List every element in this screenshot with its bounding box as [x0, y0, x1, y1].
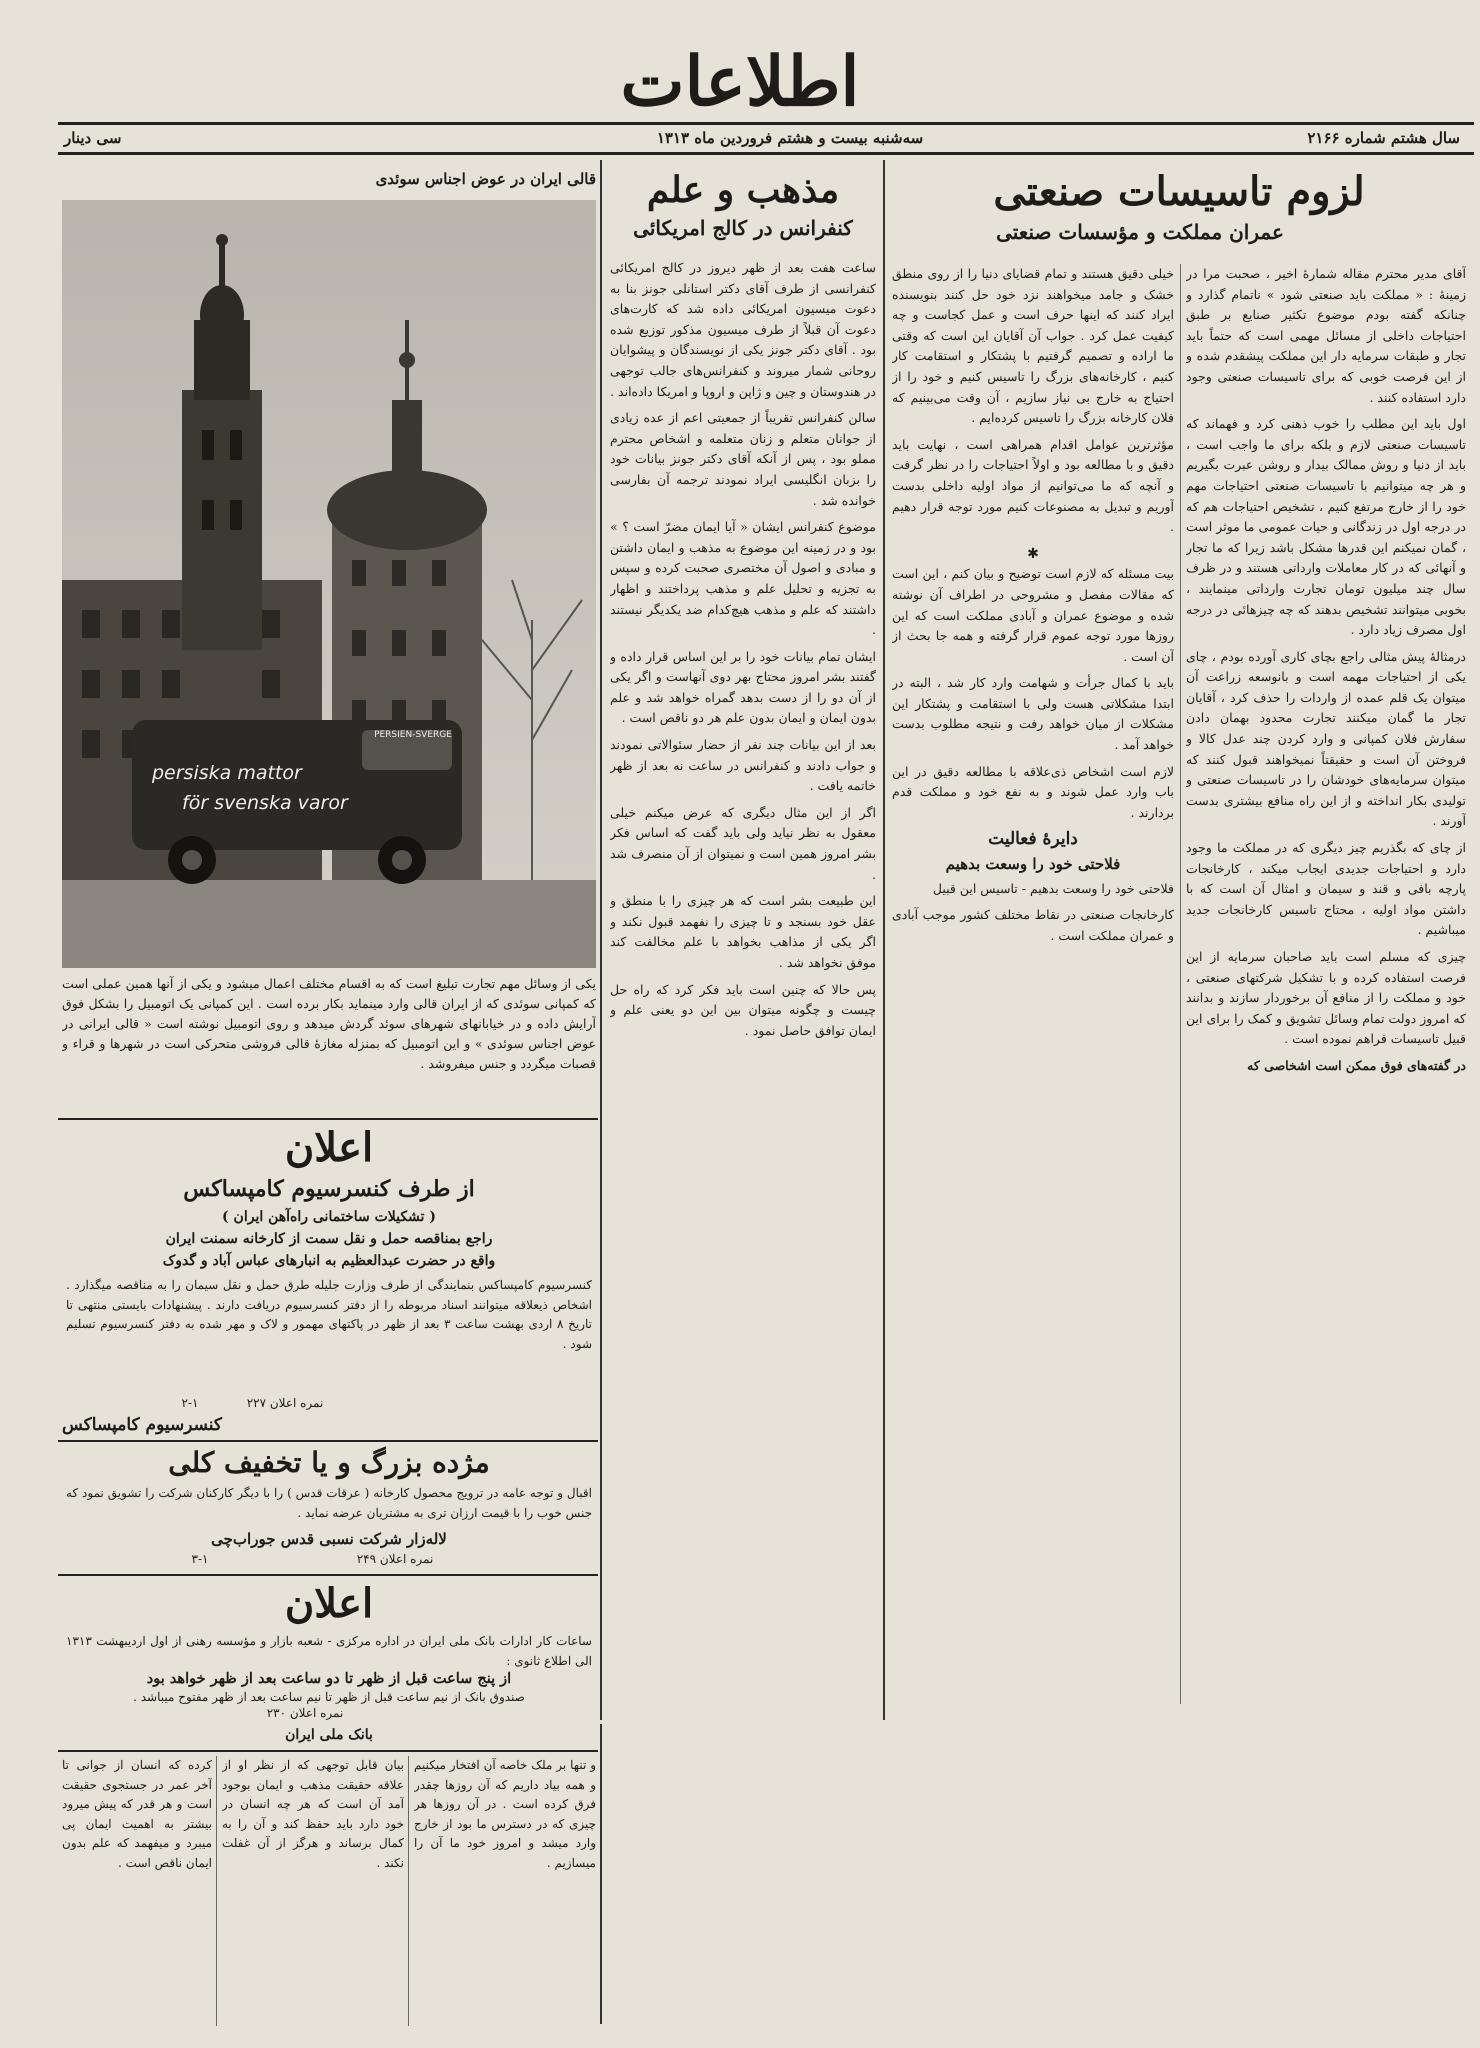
religion-article — [610, 258, 876, 1708]
religion-paragraph: اگر از این مثال دیگری که عرض میکنم خیلی معقول به نظر نیاید ولی باید گفت که اساس فکر بشر امروز همین است و نمیتوان از آن منصرف شد . — [610, 804, 876, 882]
photo-illustration — [62, 200, 596, 968]
industry-paragraph: باید با کمال جرأت و شهامت وارد کار شد ، البته در ابتدا مشکلاتی هست ولی با استقامت و پشتکار این مشکلات از میان خواهد رفت و نتیجه مطلوب بدست خواهد آمد . — [892, 675, 1174, 753]
van-text-top: PERSIEN-SVERGE — [374, 730, 452, 740]
industry-paragraph: مؤثرترین عوامل اقدام همراهی است ، نهایت باید دقیق و با مطالعه بود و اولاً احتیاجات را در نظر گرفت و آنچه که ما می‌توانیم از مواد اولیه داخلی بدست آوریم و تبدیل به مصنوعات کنیم مورد توجه قرار دهیم . — [892, 436, 1174, 535]
photo-caption: یکی از وسائل مهم تجارت تبلیغ است که به اقسام مختلف اعمال میشود و یکی از آنها همین عملی است که کمپانی سوئدی که از ایران قالی وارد مینماید بکار برده است . این کمپانی یک اتومبیل را بشکل فوق آرایش داده و در خیابانهای شهرهای سوئد گردش میدهد و روی اتومبیل نوشته است « قالی ایرانی در عوض اجناس سوئدی » و این اتومبیل که بمنزله مغازهٔ قالی فروشی متحرکی است در شهرها و قراء و قصبات میگردد و جنس میفروشد . — [62, 976, 596, 1071]
bottom-strip-col2: بیان قابل توجهی که از نظر او از علاقه حقیقت مذهب و ایمان بوجود آمد آن است که هر چه انسان در خود دارد باید حفظ کند و آن را به کمال برساند و هرگز از آن غفلت نکند . — [222, 1758, 404, 1870]
subhead-conference: کنفرانس در کالج امریکائی — [633, 216, 853, 240]
bottom-strip-col3: کرده که انسان از جوانی تا آخر عمر در جستجوی حقیقت است و هر قدر که پیش میرود بیشتر به اهمیت ایمان پی میبرد و میفهمد که علم بدون ایمان ناقص است . — [62, 1758, 212, 1870]
industry-paragraph: فلاحتی خود را وسعت بدهیم - تاسیس این قبیل — [932, 880, 1174, 896]
ad2-highlight: لاله‌زار شرکت نسبی قدس جوراب‌چی — [211, 1530, 447, 1548]
industry-paragraph: درمثالهٔ پیش مثالی راجع بچای کاری آورده بودم ، چای یکی از احتیاجات مهمه است و بانوسعه زراعت آن میتوان یک قلم عمده از واردات را حذف کرد ، آقایان تجار ما گمان میکنند تجارت محدود بهمان دادن سفارش فلان کمپانی و وارد کردن چند عدل کالا و فروختن آن است و حقیقتاً نمیخواهند قبول کنند که میتوان سرمایه‌های خودشان را در تاسیسات صنعتی و تولیدی بکار انداخته و از این راه منافع بیشتری بدست آورند . — [1186, 648, 1466, 829]
ad1-line: ( تشکیلات ساختمانی راه‌آهن ایران ) — [222, 1209, 436, 1225]
religion-paragraph: ایشان تمام بیانات خود را بر این اساس قرار داده و گفتند بشر امروز محتاج بهر دوی آنهاست و اگر یکی از آن دو را از دست بدهد گمراه خواهد شد و علم بدون ایمان و ایمان بدون علم هر دو ناقص است . — [610, 648, 876, 726]
ad3-title: اعلان — [284, 1580, 374, 1627]
ad1-line: واقع در حضرت عبدالعظیم به انبارهای عباس آباد و گدوک — [162, 1253, 496, 1269]
column-rule-3 — [600, 1724, 602, 2024]
headline-industry: لزوم تاسیسات صنعتی — [993, 168, 1365, 215]
ad3-highlight: از پنج ساعت قبل از ظهر تا دو ساعت بعد از ظهر خواهد بود — [146, 1670, 512, 1687]
ad3-note: صندوق بانک از نیم ساعت قبل از ظهر تا نیم ساعت بعد از ظهر مفتوح میباشد . — [133, 1690, 525, 1704]
ad3-signature: بانک ملی ایران — [285, 1727, 373, 1743]
industry-paragraph: خیلی دقیق هستند و تمام قضایای دنیا را از روی منطق خشک و جامد میخواهند نزد خود حل کنند بنویسنده ایراد کنند که اینها حرف است و عمل کجاست و چه کیفیت عمل کرد . جواب آن آقایان این است که وقتی ما اراده و تصمیم گرفتیم با پشتکار و استقامت کار کنیم ، کارخانه‌های بزرگ را تاسیس کنیم و خود را از احتیاج به خارج بی نیاز سازیم ، آن وقت می‌بینیم که فلان کارخانه بزرگ را تاسیس کرده‌ایم . — [892, 266, 1174, 426]
ad3-body: ساعات کار ادارات بانک ملی ایران در اداره مرکزی - شعبه بازار و مؤسسه رهنی از اول اردیبهشت ۱۳۱۳ الی اطلاع ثانوی : — [66, 1634, 592, 1668]
industry-paragraph: از چای که بگذریم چیز دیگری که در مملکت ما وجود دارد و احتیاجات جدیدی ایجاب میکند ، کارخانجات پارچه بافی و قند و سیمان و امثال آن است که با داشتن مواد اولیه ، محتاج تاسیس کارخانجات جدید میباشیم . — [1186, 840, 1466, 938]
bottom-strip-rule — [58, 1750, 598, 1752]
header-bottom-rule — [58, 152, 1474, 155]
van-text-line2: för svenska varor — [182, 792, 348, 814]
bottom-strip-col1: و تنها بر ملک خاصه آن افتخار میکنیم و همه بیاد داریم که آن روزها چقدر فرق کرده است . در آن روزها هر چیزی که در دسترس ما بود از خارج وارد میشد و امروز خود ما آن را میسازیم . — [414, 1758, 596, 1870]
ad2-number: نمره اعلان ۲۴۹ — [356, 1552, 434, 1566]
ad1-signature: کنسرسیوم کامپساکس — [62, 1415, 222, 1435]
religion-paragraph: پس حالا که چنین است باید فکر کرد که راه حل چیست و چگونه میتوان بین این دو یعنی علم و ایمان توافق حاصل نمود . — [610, 981, 876, 1038]
ad2-body: اقبال و توجه عامه در ترویج محصول کارخانه ( عرقات قدس ) را با دیگر کارکنان شرکت را تشویق نمود که جنس خوب را با قیمت ارزان تری به مشتریان عرضه نماید . — [66, 1486, 592, 1520]
inner-column-rule — [1180, 264, 1181, 1704]
religion-paragraph: موضوع کنفرانس ایشان « آیا ایمان مضرّ است ؟ » بود و در زمینه این موضوع به مذهب و ایمان داشتن و مبادی و اصول آن مختصری صحبت کرده و سپس به تجزیه و تحلیل علم و مذهب پرداختند و اظهار داشتند که علم و مذهب هیچ‌کدام ضد یکدیگر نیستند . — [610, 519, 876, 638]
column-rule-2 — [600, 160, 602, 1720]
van-text-line1: persiska mattor — [152, 762, 302, 784]
religion-paragraph: ساعت هفت بعد از ظهر دیروز در کالج امریکائی کنفرانسی از طرف آقای دکتر استانلی جونز بنا به دعوت میسیون امریکائی داده شد که کارت‌های دعوت آن قبلاً از طرف میسیون مذکور توزیع شده بود . آقای دکتر جونز یکی از نویسندگان و پیشوایان روحانی شمار میروند و کنفرانس‌های جالب توجهی در هندوستان و چین و ژاپن و اروپا و امریکا داده‌اند . — [610, 260, 876, 399]
photo-swedish-van — [62, 200, 596, 968]
industry-article-col1 — [1186, 264, 1466, 1704]
industry-paragraph: اول باید این مطلب را خوب ذهنی کرد و فهماند که تاسیسات صنعتی لازم و بلکه برای ما واجب است ، باید از دنیا و روش ممالک بیدار و روشن عبرت بگیریم و هر چه میتوانیم با تاسیسات صنعتی احتیاجات مهم خود را از خارج مرتفع کنیم ، تشخیص احتیاجات هم که در درجه اول در زندگانی و حیات عمومی ما موثر است ، گمان نمیکنم این قدرها مشکل باشد زیرا که ما تجار و آنهائی که در کار معاملات وارداتی هستند و در ظرف سال چند میلیون تومان تجارت وارداتی مینمایند ، بخوبی میتوانند تشخیص بدهند که چه چیزهائی در درجه اول مصرف زیاد دارد . — [1186, 416, 1466, 638]
header-top-rule — [58, 122, 1474, 125]
ad2-top-rule — [58, 1440, 598, 1442]
issue-price: سی دینار — [64, 129, 122, 147]
ad1-top-rule — [58, 1118, 598, 1120]
emphasis-line-1: دایرهٔ فعالیت — [988, 829, 1078, 850]
subhead-industry: عمران مملکت و مؤسسات صنعتی — [996, 220, 1284, 244]
ad1-dates: ۲-۱ — [181, 1396, 199, 1410]
ad2-dates: ۳-۱ — [191, 1552, 209, 1566]
ad3-top-rule — [58, 1574, 598, 1576]
industry-paragraph: کارخانجات صنعتی در نقاط مختلف کشور موجب آبادی و عمران مملکت است . — [892, 907, 1174, 943]
masthead-title: اطلاعات — [620, 42, 860, 122]
issue-date: سه‌شنبه بیست و هشتم فروردین ماه ۱۳۱۳ — [656, 129, 924, 147]
industry-paragraph: لازم است اشخاص ذی‌علاقه با مطالعه دقیق در این باب وارد عمل شوند و به نفع خود و مملکت قدم بردارند . — [892, 763, 1174, 820]
industry-paragraph: بیت مسئله که لازم است توضیح و بیان کنم ، این است که مقالات مفصل و مشروحی در اطراف آن نوشته شده و موضوع عمران و آبادی مملکت است که این روزها مورد توجه عموم قرار گرفته و همه جا بحث از آن است . — [892, 566, 1174, 664]
column-rule-1 — [883, 160, 885, 1720]
industry-paragraph: چیزی که مسلم است باید صاحبان سرمایه از این فرصت استفاده کرده و با تشکیل شرکتهای صنعتی ، خود و مملکت را از منافع آن برخوردار سازند و بدانند که امروز دولت تمام وسائل تشویق و کمک را برای این قبیل تاسیسات فراهم نموده است . — [1186, 949, 1466, 1047]
ad1-title: اعلان — [284, 1124, 374, 1171]
industry-paragraph: در گفته‌های فوق ممکن است اشخاصی که — [1247, 1057, 1466, 1073]
issue-number: سال هشتم شماره ۲۱۶۶ — [1307, 129, 1460, 147]
ad1-number: نمره اعلان ۲۲۷ — [246, 1396, 324, 1410]
headline-religion-science: مذهب و علم — [646, 169, 840, 211]
emphasis-line-2: فلاحتی خود را وسعت بدهیم — [945, 855, 1121, 874]
bottom-strip-rule-a — [408, 1756, 409, 2026]
religion-paragraph: سالن کنفرانس تقریباً از جمعیتی اعم از عده زیادی از جوانان متعلم و زنان متعلمه و اشخاص محترم مملو بود ، پس از آنکه آقای دکتر جونز بیانات خود را بزبان انگلیسی ایراد نمودند ترجمه آن بفارسی خوانده شد . — [610, 410, 876, 508]
ad2-title: مژده بزرگ و یا تخفیف کلی — [168, 1446, 490, 1479]
industry-paragraph: آقای مدیر محترم مقاله شمارهٔ اخیر ، صحبت مرا در زمینهٔ : « مملکت باید صنعتی شود » ناتمام گذارد و چنانکه گفته بودم موضوع تکثیر صنایع بر طبق احتیاجات داخلی از مسائل مهمی است که حتماً باید تجار و طبقات سرمایه دار این مملکت پیشقدم شده و از این فرصت خوبی که برای تاسیسات صنعتی وجود دارد استفاده کنند . — [1186, 266, 1466, 405]
religion-paragraph: بعد از این بیانات چند نفر از حضار سئوالاتی نمودند و جواب دادند و کنفرانس در ساعت نه بعد از ظهر خاتمه یافت . — [610, 737, 876, 794]
ad1-from: از طرف کنسرسیوم کامپساکس — [183, 1176, 475, 1202]
religion-paragraph: این طبیعت بشر است که هر چیزی را با منطق و عقل خود بسنجد و تا چیزی را نفهمد قبول نکند و اگر یکی از مذاهب بخواهد با علم مخالفت کند موفق نخواهد شد . — [610, 893, 876, 970]
ad3-number: نمره اعلان ۲۳۰ — [266, 1706, 344, 1720]
photo-banner: قالی ایران در عوض اجناس سوئدی — [375, 170, 596, 188]
industry-article-col2 — [892, 264, 1174, 1704]
ad1-line: راجع بمناقصه حمل و نقل سمت از کارخانه سمنت ایران — [165, 1231, 493, 1247]
bottom-strip-rule-b — [216, 1756, 217, 2026]
ad1-body: کنسرسیوم کامپساکس بنمایندگی از طرف وزارت جلیله طرق حمل و نقل سیمان را به مناقصه میگذارد . اشخاص ذیعلاقه میتوانند اسناد مربوطه را از دفتر کنسرسیوم دریافت دارند . پیشنهادات بایستی منتهی تا تاریخ ۸ اردی بهشت ساعت ۳ بعد از ظهر در پاکتهای مهمور و لاک و مهر شده به دفتر کنسرسیوم تسلیم شود . — [66, 1278, 592, 1351]
star-divider: ✱ — [1027, 545, 1039, 562]
